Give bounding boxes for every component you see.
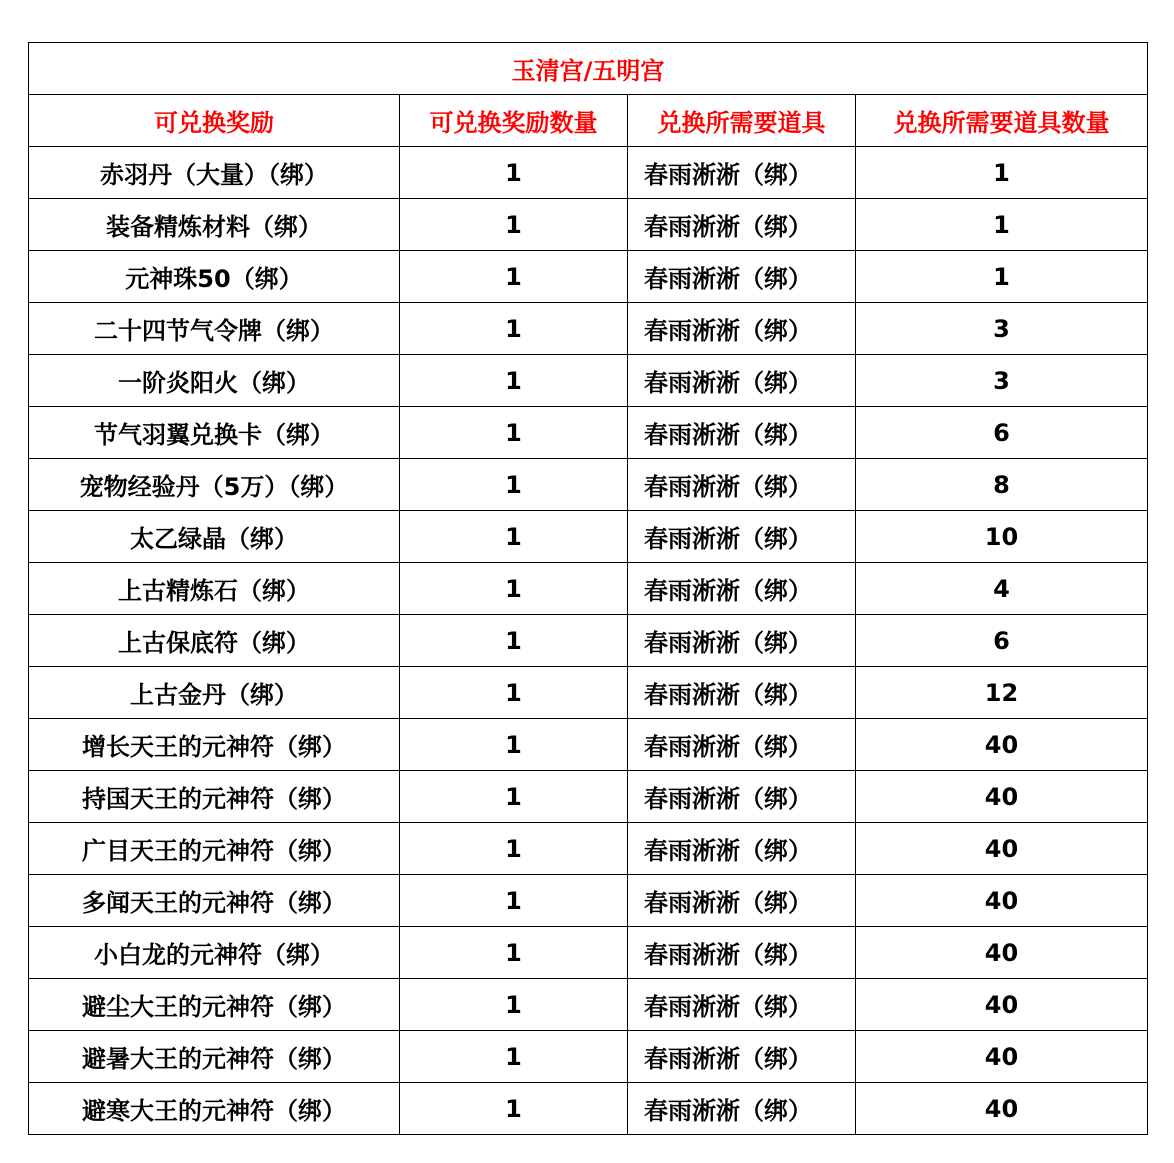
cell-cost-item: 春雨淅淅（绑） (628, 1031, 856, 1083)
cell-cost-item: 春雨淅淅（绑） (628, 1083, 856, 1135)
cell-cost-qty: 40 (856, 1031, 1148, 1083)
cell-reward: 避寒大王的元神符（绑） (29, 1083, 400, 1135)
header-reward: 可兑换奖励 (29, 95, 400, 147)
cell-cost-item: 春雨淅淅（绑） (628, 459, 856, 511)
cell-reward-qty: 1 (400, 875, 628, 927)
cell-reward-qty: 1 (400, 719, 628, 771)
cell-reward: 上古精炼石（绑） (29, 563, 400, 615)
cell-cost-qty: 40 (856, 719, 1148, 771)
cell-cost-qty: 8 (856, 459, 1148, 511)
table-row (29, 1031, 1148, 1083)
cell-cost-qty: 10 (856, 511, 1148, 563)
cell-reward-qty: 1 (400, 459, 628, 511)
cell-reward: 太乙绿晶（绑） (29, 511, 400, 563)
cell-cost-item: 春雨淅淅（绑） (628, 251, 856, 303)
cell-reward: 二十四节气令牌（绑） (29, 303, 400, 355)
cell-cost-item: 春雨淅淅（绑） (628, 407, 856, 459)
cell-cost-item: 春雨淅淅（绑） (628, 823, 856, 875)
cell-reward: 多闻天王的元神符（绑） (29, 875, 400, 927)
cell-cost-qty: 40 (856, 927, 1148, 979)
cell-cost-item: 春雨淅淅（绑） (628, 303, 856, 355)
table-header-row (29, 95, 1148, 147)
cell-cost-qty: 1 (856, 199, 1148, 251)
cell-cost-qty: 40 (856, 1083, 1148, 1135)
table-row (29, 511, 1148, 563)
table-title-row (29, 43, 1148, 95)
cell-reward: 装备精炼材料（绑） (29, 199, 400, 251)
cell-cost-qty: 40 (856, 823, 1148, 875)
cell-reward-qty: 1 (400, 303, 628, 355)
cell-reward: 持国天王的元神符（绑） (29, 771, 400, 823)
cell-reward: 避暑大王的元神符（绑） (29, 1031, 400, 1083)
cell-cost-qty: 3 (856, 303, 1148, 355)
table-row (29, 615, 1148, 667)
table-row (29, 251, 1148, 303)
table-row (29, 303, 1148, 355)
cell-cost-item: 春雨淅淅（绑） (628, 771, 856, 823)
cell-reward-qty: 1 (400, 771, 628, 823)
cell-cost-item: 春雨淅淅（绑） (628, 355, 856, 407)
cell-cost-item: 春雨淅淅（绑） (628, 875, 856, 927)
cell-cost-qty: 3 (856, 355, 1148, 407)
table-row (29, 355, 1148, 407)
header-reward-qty: 可兑换奖励数量 (400, 95, 628, 147)
table-row (29, 979, 1148, 1031)
cell-reward-qty: 1 (400, 823, 628, 875)
cell-cost-qty: 40 (856, 979, 1148, 1031)
table-row (29, 407, 1148, 459)
table-row (29, 147, 1148, 199)
table-row (29, 1083, 1148, 1135)
cell-cost-item: 春雨淅淅（绑） (628, 667, 856, 719)
header-cost-item: 兑换所需要道具 (628, 95, 856, 147)
cell-cost-item: 春雨淅淅（绑） (628, 199, 856, 251)
table-title: 玉清宫/五明宫 (29, 43, 1148, 95)
cell-cost-qty: 6 (856, 407, 1148, 459)
cell-cost-qty: 4 (856, 563, 1148, 615)
cell-reward: 增长天王的元神符（绑） (29, 719, 400, 771)
cell-reward: 避尘大王的元神符（绑） (29, 979, 400, 1031)
cell-cost-qty: 1 (856, 251, 1148, 303)
table-row (29, 771, 1148, 823)
table-row (29, 875, 1148, 927)
cell-reward: 元神珠50（绑） (29, 251, 400, 303)
cell-cost-qty: 40 (856, 771, 1148, 823)
cell-reward-qty: 1 (400, 1083, 628, 1135)
table-row (29, 823, 1148, 875)
cell-reward-qty: 1 (400, 615, 628, 667)
cell-reward: 宠物经验丹（5万）（绑） (29, 459, 400, 511)
cell-reward-qty: 1 (400, 199, 628, 251)
cell-cost-item: 春雨淅淅（绑） (628, 147, 856, 199)
cell-cost-item: 春雨淅淅（绑） (628, 563, 856, 615)
table-row (29, 719, 1148, 771)
cell-reward-qty: 1 (400, 1031, 628, 1083)
cell-reward-qty: 1 (400, 407, 628, 459)
cell-reward-qty: 1 (400, 979, 628, 1031)
cell-cost-qty: 1 (856, 147, 1148, 199)
cell-cost-qty: 6 (856, 615, 1148, 667)
cell-reward-qty: 1 (400, 563, 628, 615)
header-cost-qty: 兑换所需要道具数量 (856, 95, 1148, 147)
cell-cost-qty: 12 (856, 667, 1148, 719)
cell-reward-qty: 1 (400, 251, 628, 303)
cell-reward: 节气羽翼兑换卡（绑） (29, 407, 400, 459)
table-row (29, 563, 1148, 615)
cell-cost-item: 春雨淅淅（绑） (628, 615, 856, 667)
cell-cost-item: 春雨淅淅（绑） (628, 927, 856, 979)
cell-reward-qty: 1 (400, 927, 628, 979)
cell-reward: 赤羽丹（大量）（绑） (29, 147, 400, 199)
cell-reward-qty: 1 (400, 147, 628, 199)
cell-cost-item: 春雨淅淅（绑） (628, 511, 856, 563)
cell-reward-qty: 1 (400, 355, 628, 407)
cell-cost-qty: 40 (856, 875, 1148, 927)
cell-reward: 一阶炎阳火（绑） (29, 355, 400, 407)
cell-cost-item: 春雨淅淅（绑） (628, 719, 856, 771)
cell-reward: 小白龙的元神符（绑） (29, 927, 400, 979)
table-body (29, 147, 1148, 1135)
cell-reward-qty: 1 (400, 511, 628, 563)
table-row (29, 199, 1148, 251)
table-row (29, 927, 1148, 979)
cell-reward: 广目天王的元神符（绑） (29, 823, 400, 875)
exchange-table (28, 42, 1148, 1135)
table-row (29, 667, 1148, 719)
cell-reward: 上古保底符（绑） (29, 615, 400, 667)
cell-reward-qty: 1 (400, 667, 628, 719)
cell-cost-item: 春雨淅淅（绑） (628, 979, 856, 1031)
table-row (29, 459, 1148, 511)
cell-reward: 上古金丹（绑） (29, 667, 400, 719)
